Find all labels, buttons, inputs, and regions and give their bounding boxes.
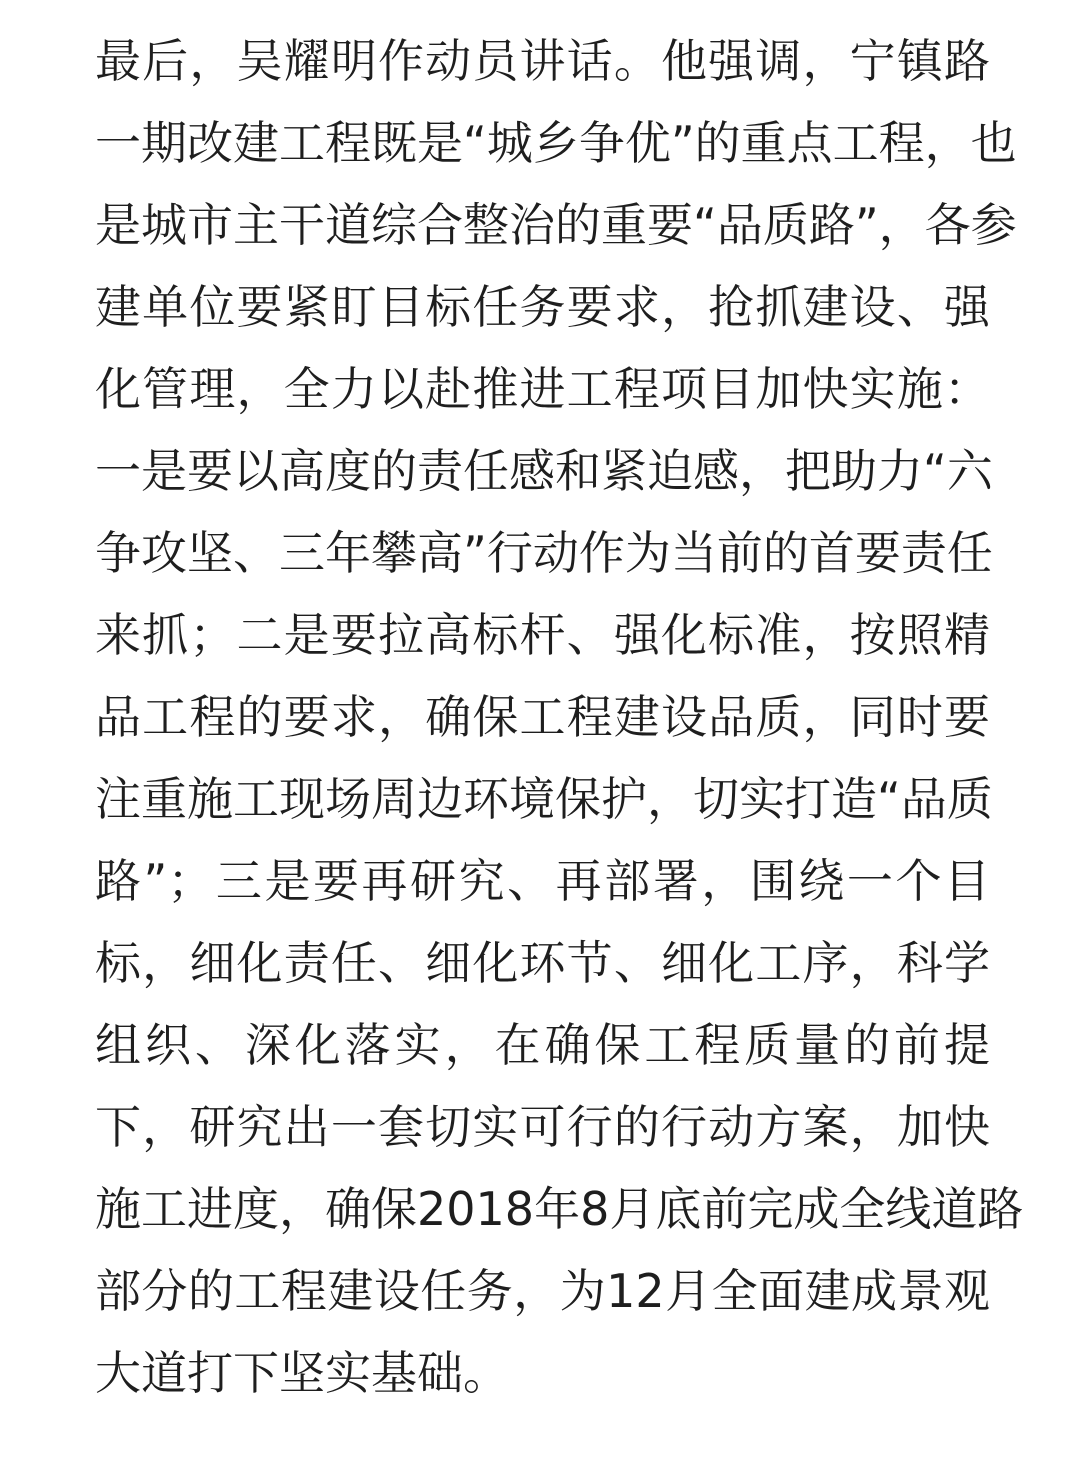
text-line: 最后，吴耀明作动员讲话。他强调，宁镇路 bbox=[95, 34, 990, 88]
text-line: 建单位要紧盯目标任务要求，抢抓建设、强 bbox=[95, 280, 990, 334]
text-line: 是城市主干道综合整治的重要“品质路”，各参 bbox=[95, 198, 1017, 252]
text-line: 部分的工程建设任务，为12月全面建成景观 bbox=[95, 1264, 990, 1318]
article-body bbox=[95, 20, 1024, 1414]
text-line: 一期改建工程既是“城乡争优”的重点工程，也 bbox=[95, 116, 1017, 170]
text-line: 下，研究出一套切实可行的行动方案，加快 bbox=[95, 1100, 990, 1154]
text-line: 注重施工现场周边环境保护，切实打造“品质 bbox=[95, 772, 993, 826]
text-line: 组织、深化落实，在确保工程质量的前提 bbox=[95, 1018, 990, 1072]
text-line: 标，细化责任、细化环节、细化工序，科学 bbox=[95, 936, 990, 990]
text-line: 施工进度，确保2018年8月底前完成全线道路 bbox=[95, 1182, 1024, 1236]
text-line: 化管理，全力以赴推进工程项目加快实施： bbox=[95, 362, 990, 416]
text-line: 争攻坚、三年攀高”行动作为当前的首要责任 bbox=[95, 526, 993, 580]
text-line: 大道打下坚实基础。 bbox=[95, 1346, 509, 1400]
text-line: 一是要以高度的责任感和紧迫感，把助力“六 bbox=[95, 444, 993, 498]
text-line: 来抓；二是要拉高标杆、强化标准，按照精 bbox=[95, 608, 990, 662]
text-line: 品工程的要求，确保工程建设品质，同时要 bbox=[95, 690, 990, 744]
text-line: 路”；三是要再研究、再部署，围绕一个目 bbox=[95, 854, 990, 908]
